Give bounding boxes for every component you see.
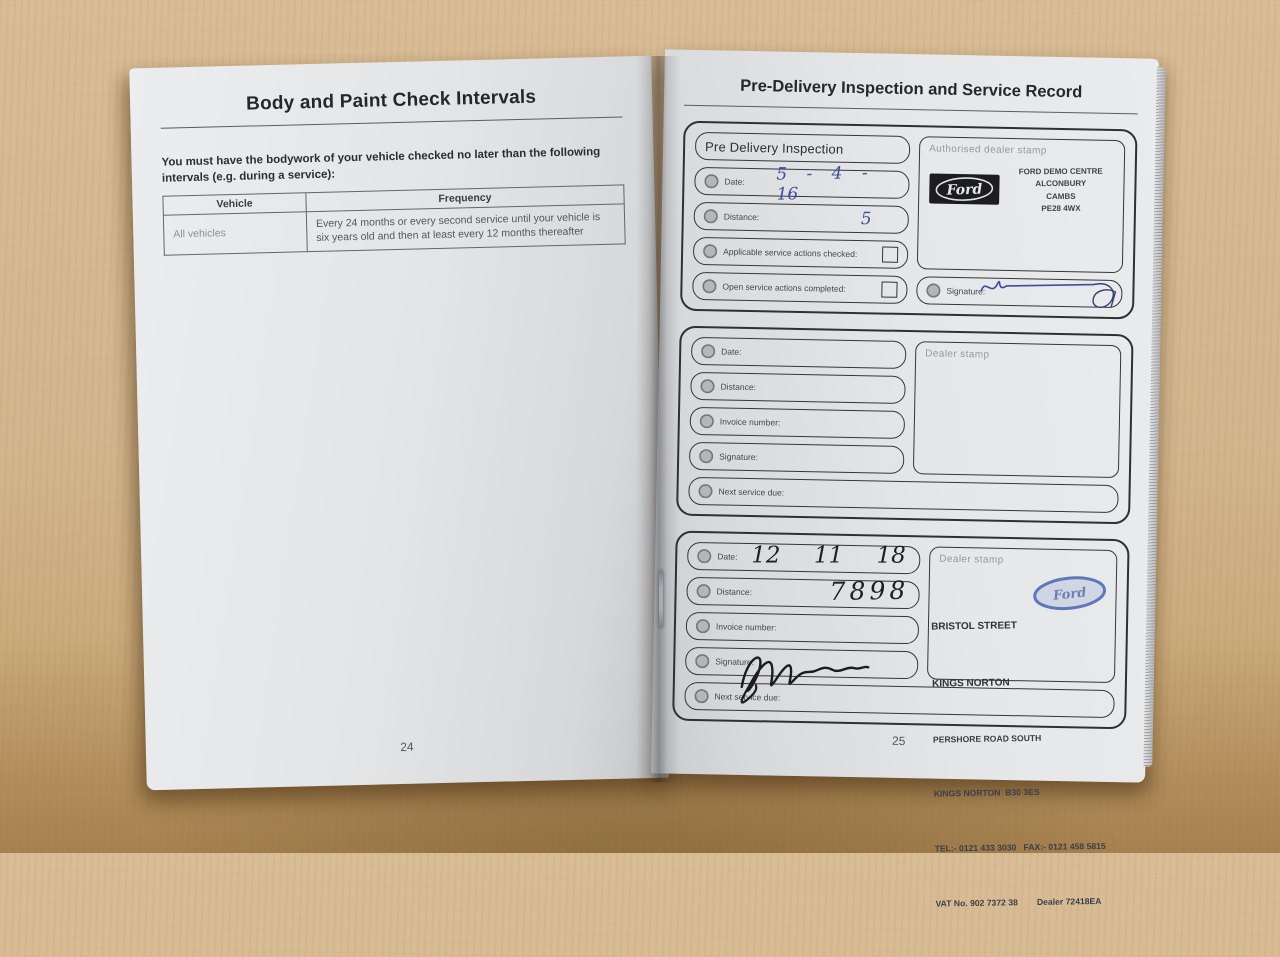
bullet-circle-icon xyxy=(696,584,710,598)
signature-handwriting xyxy=(975,272,1124,319)
authorised-dealer-stamp-box xyxy=(917,136,1126,273)
distance-field xyxy=(690,372,905,404)
svg-text:Ford: Ford xyxy=(1052,585,1088,604)
dealer-stamp-label: Dealer stamp xyxy=(925,348,990,361)
body-check-intro: You must have the bodywork of your vehicle checked no later than the following intervals (e.g. during a service): xyxy=(161,146,601,185)
stamp-line: BRISTOL STREET xyxy=(931,620,1018,633)
right-page-number: 25 xyxy=(891,733,906,749)
distance-label: Distance: xyxy=(716,586,753,598)
pdi-signature-field xyxy=(916,276,1122,308)
date-field xyxy=(687,542,921,574)
right-page-content xyxy=(651,49,1159,909)
distance-field xyxy=(686,577,920,609)
date-handwritten-value: 5 - 4 - 16 xyxy=(776,163,869,205)
right-page xyxy=(651,49,1159,909)
next-service-due-label: Next service due: xyxy=(718,486,785,498)
distance-label: Distance: xyxy=(723,211,760,223)
invoice-number-field xyxy=(686,612,920,644)
bullet-circle-icon xyxy=(704,209,718,223)
left-page-number: 24 xyxy=(400,739,414,755)
pdi-distance-field xyxy=(694,202,909,234)
frequency-cell: Every 24 months or every second service until your vehicle is six years old and then at least every 12 months thereafter xyxy=(306,204,625,251)
bullet-circle-icon xyxy=(695,654,709,668)
ford-demo-centre-stamp-text xyxy=(1007,166,1114,216)
left-page-content xyxy=(129,56,668,791)
distance-label: Distance: xyxy=(720,381,757,393)
stamp-line: FORD DEMO CENTRE xyxy=(1018,166,1103,177)
vehicle-column-header: Vehicle xyxy=(163,193,306,215)
date-label: Date: xyxy=(724,176,745,187)
svg-text:Ford: Ford xyxy=(946,181,983,199)
stamp-line: TEL:- 0121 433 3030 FAX:- 0121 458 5815 xyxy=(934,841,1106,854)
stamp-line: ALCONBURY xyxy=(1035,179,1087,189)
date-field xyxy=(691,337,906,369)
stamp-line: PE28 4WX xyxy=(1041,203,1081,214)
signature-field xyxy=(689,442,904,474)
ford-logo-stamp-icon xyxy=(928,172,1001,205)
stamp-line: VAT No. 902 7372 38 Dealer 72418EA xyxy=(935,895,1102,909)
distance-handwritten-value: 5 xyxy=(861,209,873,230)
bullet-circle-icon xyxy=(701,344,715,358)
pdi-actions-completed-field xyxy=(692,272,907,304)
bullet-circle-icon xyxy=(698,484,712,498)
dealer-stamp-box-empty xyxy=(913,341,1122,478)
staple xyxy=(659,570,663,628)
bullet-circle-icon xyxy=(702,279,716,293)
actions-completed-label: Open service actions completed: xyxy=(722,281,846,294)
left-page xyxy=(129,56,668,791)
date-handwritten-value: 12 11 18 xyxy=(751,542,907,569)
checkbox xyxy=(882,247,898,263)
bullet-circle-icon xyxy=(700,414,714,428)
service-record-blank-section xyxy=(676,326,1134,525)
pdi-header-label: Pre Delivery Inspection xyxy=(705,138,844,157)
authorised-dealer-stamp-label: Authorised dealer stamp xyxy=(929,143,1047,157)
date-label: Date: xyxy=(721,346,742,357)
bullet-circle-icon xyxy=(926,283,940,297)
invoice-number-field xyxy=(690,407,905,439)
pdi-actions-checked-field xyxy=(693,237,908,269)
left-page-title: Body and Paint Check Intervals xyxy=(245,86,537,115)
signature-field xyxy=(685,647,919,679)
bristol-street-stamp-text xyxy=(930,575,1107,953)
date-label: Date: xyxy=(717,551,738,562)
bullet-circle-icon xyxy=(704,174,718,188)
dealer-stamp-box-filled xyxy=(927,546,1117,909)
next-service-due-field xyxy=(688,477,1118,513)
stamp-line: CAMBS xyxy=(1046,191,1076,201)
bullet-circle-icon xyxy=(703,244,717,258)
actions-checked-label: Applicable service actions checked: xyxy=(723,246,858,260)
checkbox xyxy=(881,282,897,298)
check-intervals-table xyxy=(162,185,625,256)
distance-handwritten-value: 7898 xyxy=(829,575,910,606)
bullet-circle-icon xyxy=(697,549,711,563)
stamp-line: KINGS NORTON xyxy=(932,677,1010,690)
bullet-circle-icon xyxy=(694,689,708,703)
pre-delivery-inspection-section xyxy=(680,121,1138,320)
bullet-circle-icon xyxy=(699,449,713,463)
frequency-column-header: Frequency xyxy=(306,185,624,212)
stamp-line: PERSHORE ROAD SOUTH xyxy=(932,732,1042,745)
signature-label: Signature: xyxy=(715,656,755,668)
next-service-due-label: Next service due: xyxy=(714,691,781,703)
signature-label: Signature: xyxy=(946,285,986,297)
title-rule xyxy=(684,105,1138,115)
stamp-line: KINGS NORTON B30 3ES xyxy=(933,787,1040,799)
right-page-title: Pre-Delivery Inspection and Service Record xyxy=(740,76,1083,102)
dealer-stamp-label: Dealer stamp xyxy=(939,553,1004,566)
pdi-header-pill xyxy=(695,132,910,164)
invoice-number-label: Invoice number: xyxy=(715,621,777,633)
bullet-circle-icon xyxy=(696,619,710,633)
bullet-circle-icon xyxy=(700,379,714,393)
signature-label: Signature: xyxy=(719,451,759,463)
signature-handwriting xyxy=(733,641,884,706)
vehicle-cell: All vehicles xyxy=(163,212,307,255)
invoice-number-label: Invoice number: xyxy=(719,416,781,428)
pdi-date-field xyxy=(694,163,909,205)
title-rule xyxy=(161,116,623,128)
